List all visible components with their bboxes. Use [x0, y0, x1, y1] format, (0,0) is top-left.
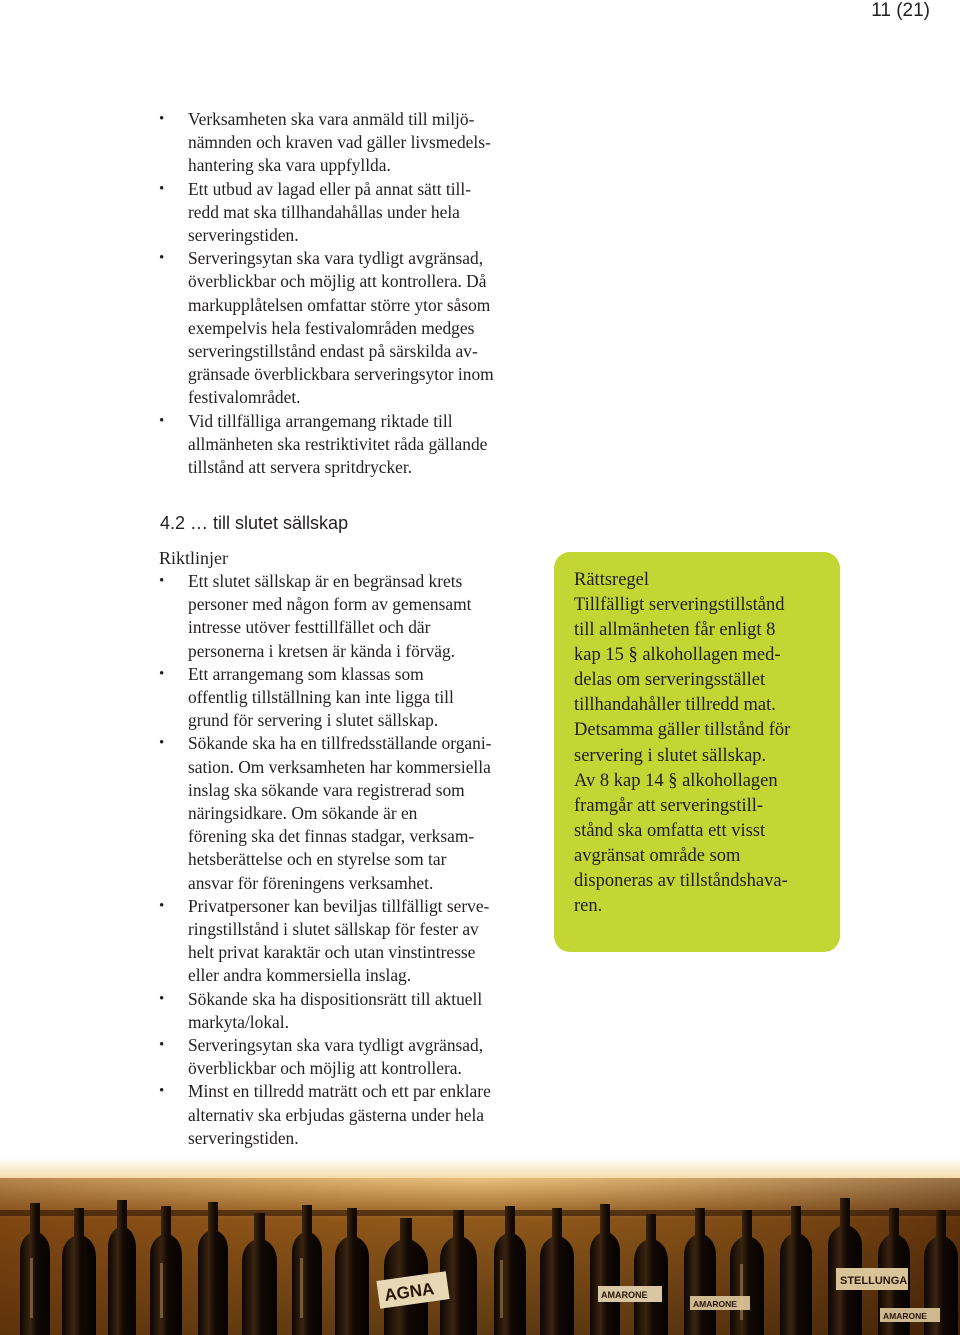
bottle-label: STELLUNGA — [840, 1275, 908, 1287]
bottle-label: AMARONE — [883, 1311, 927, 1321]
legal-rule-box — [554, 552, 840, 952]
bullet-icon: • — [159, 1037, 165, 1054]
bullet-icon: • — [159, 665, 165, 682]
list-item — [159, 988, 539, 1034]
bottle-label: AMARONE — [601, 1290, 648, 1300]
bullet-icon: • — [159, 573, 165, 589]
list-item-text: Ett utbud av lagad eller på annat sätt till- redd mat ska tillhandahållas under hela serveringstiden. — [188, 178, 471, 246]
guidelines-bullet-list — [159, 570, 539, 1150]
subheading-riktlinjer: Riktlinjer — [159, 548, 228, 568]
list-item — [159, 178, 539, 248]
bullet-icon: • — [159, 180, 165, 197]
wine-bottles-photo — [0, 1158, 960, 1335]
list-item — [159, 1080, 539, 1150]
list-item — [159, 570, 539, 663]
list-item-text: Sökande ska ha dispositionsrätt till aktuell markyta/lokal. — [188, 988, 483, 1032]
bullet-icon: • — [159, 250, 165, 267]
list-item-text: Ett slutet sällskap är en begränsad krets personer med någon form av gemensamt intresse utöver festtillfället och där personerna i kretsen är kända i förväg. — [188, 571, 472, 661]
list-item-text: Sökande ska ha en tillfredsställande organi- sation. Om verksamheten har kommersiella inslag ska sökande vara registrerad som näringsidkare. Om sökande är en förening ska det finnas stadgar, verksam- hetsberättelse och en styrelse som tar ansvar för föreningens verksamhet. — [188, 733, 492, 893]
list-item — [159, 410, 539, 480]
list-item — [159, 247, 539, 409]
list-item-text: Vid tillfälliga arrangemang riktade till allmänheten ska restriktivitet råda gällande tillstånd att servera spritdrycker. — [188, 410, 488, 478]
list-item-text: Verksamheten ska vara anmäld till miljö- nämnden och kraven vad gäller livsmedels- hantering ska vara uppfyllda. — [188, 109, 491, 176]
rule-box-body: Tillfälligt serveringstillstånd till allmänheten får enligt 8 kap 15 § alkohollagen med- delas om serveringsstället tillhandahåller tillredd mat. Detsamma gäller tillstånd för servering i slutet sällskap. Av 8 kap 14 § alkohollagen framgår att serveringstill- stånd ska omfatta ett visst avgränsat område som disponeras av tillståndshava- ren. — [574, 595, 791, 917]
list-item — [159, 732, 539, 894]
page-number: 11 (21) — [871, 0, 930, 21]
list-item — [159, 108, 539, 178]
bottle-label: AGNA — [383, 1279, 436, 1305]
list-item-text: Serveringsytan ska vara tydligt avgränsad, överblickbar och möjlig att kontrollera. — [188, 1035, 484, 1079]
top-bullet-list — [159, 108, 539, 479]
bottle-label: AMARONE — [693, 1299, 737, 1309]
rule-box-title: Rättsregel — [574, 570, 650, 590]
bullet-icon: • — [159, 412, 165, 429]
bullet-icon: • — [159, 990, 165, 1007]
list-item-text: Minst en tillredd maträtt och ett par enklare alternativ ska erbjudas gästerna under hela serveringstiden. — [188, 1081, 491, 1148]
list-item-text: Ett arrangemang som klassas som offentlig tillställning kan inte ligga till grund för servering i slutet sällskap. — [188, 663, 454, 731]
bullet-icon: • — [159, 735, 165, 752]
list-item — [159, 663, 539, 733]
list-item — [159, 895, 539, 988]
bullet-icon: • — [159, 897, 165, 914]
list-item — [159, 1034, 539, 1080]
bullet-icon: • — [159, 111, 165, 127]
section-heading: 4.2 … till slutet sällskap — [160, 513, 349, 533]
list-item-text: Serveringsytan ska vara tydligt avgränsad, överblickbar och möjlig att kontrollera. Då markupplåtelsen omfattar större ytor såsom exempelvis hela festivalområden medges serveringstillstånd endast på särskilda av- gränsade överblickbara serveringsytor inom festivalområdet. — [188, 248, 494, 408]
bullet-icon: • — [159, 1083, 165, 1100]
list-item-text: Privatpersoner kan beviljas tillfälligt serve- ringstillstånd i slutet sällskap för fester av helt privat karaktär och utan vinstintresse eller andra kommersiella inslag. — [188, 895, 490, 986]
